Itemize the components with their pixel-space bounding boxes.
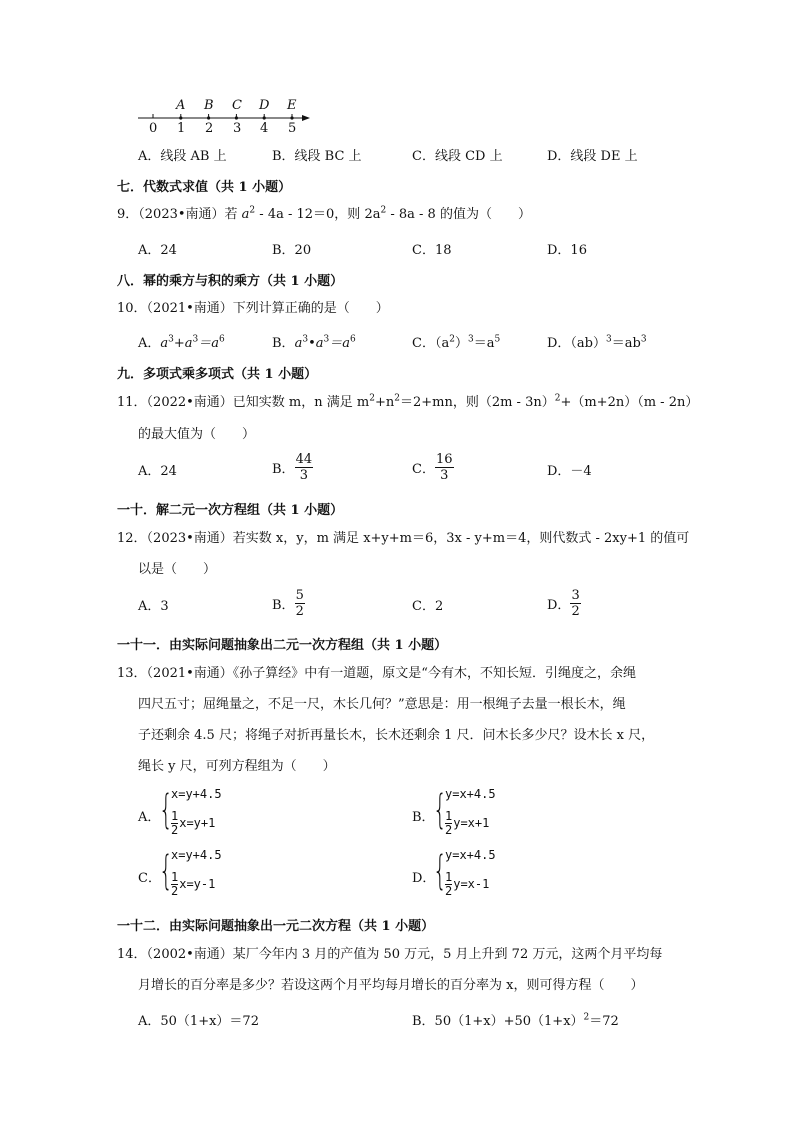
nl-tick-0: 0 bbox=[149, 121, 158, 136]
q9-stem: 9．（2023•南通）若 $a^2 - 4a - 12=0$，则 $2a^2 - 8a - 8$ 的值为（ ） bbox=[117, 205, 531, 222]
brace-icon: { bbox=[433, 848, 447, 894]
q14-stem-line2: 月增长的百分率是多少？若设这两个月平均每月增长的百分率为 x，则可得方程（ ） bbox=[138, 978, 644, 993]
q13-stem-line4: 绳长 y 尺，可列方程组为（ ） bbox=[138, 759, 336, 774]
q12-stem-line2: 以是（ ） bbox=[138, 562, 217, 577]
q13-option-a[interactable]: A． { x=y+4.5 $\frac{1}{2}x=y+1$ bbox=[138, 787, 222, 837]
q11-option-c-fraction: $\frac{16}{3}$ bbox=[435, 452, 453, 483]
nl-letter-b: B bbox=[204, 98, 214, 113]
q8-option-b[interactable]: B．线段 BC 上 bbox=[272, 149, 362, 164]
q9-option-c[interactable]: C．18 bbox=[412, 243, 452, 258]
q8-option-a[interactable]: A．线段 AB 上 bbox=[138, 149, 227, 164]
section-7-title: 七．代数式求值（共 1 小题） bbox=[117, 180, 292, 195]
q13-option-d[interactable]: D． { y=x+4.5 $\frac{1}{2}y=x-1$ bbox=[412, 848, 496, 898]
nl-tick-4: 4 bbox=[260, 121, 269, 136]
q12-option-a[interactable]: A．3 bbox=[138, 599, 169, 614]
q11-option-c[interactable]: C． $\frac{16}{3}$ bbox=[412, 452, 453, 483]
nl-letter-a: A bbox=[176, 98, 186, 113]
section-12-title: 一十二．由实际问题抽象出一元二次方程（共 1 小题） bbox=[117, 919, 435, 934]
q9-option-d[interactable]: D．16 bbox=[547, 243, 587, 258]
q13-stem-line1: 13．（2021•南通）《孙子算经》中有一道题，原文是“今有木，不知长短．引绳度之，余绳 bbox=[117, 666, 636, 681]
q12-option-b[interactable]: B． $\frac{5}{2}$ bbox=[272, 588, 304, 619]
brace-icon: { bbox=[433, 787, 447, 833]
nl-tick-2: 2 bbox=[205, 121, 214, 136]
q13-option-c[interactable]: C． { x=y+4.5 $\frac{1}{2}x=y-1$ bbox=[138, 848, 222, 898]
q10-option-b[interactable]: B．$a^3•a^3=a^6$ bbox=[272, 334, 356, 351]
q14-option-b[interactable]: B．$50(1+x)+50(1+x)^2=72$ bbox=[412, 1012, 619, 1029]
q11-stem-line2: 的最大值为（ ） bbox=[138, 427, 256, 442]
brace-icon: { bbox=[159, 848, 173, 894]
q8-option-d[interactable]: D．线段 DE 上 bbox=[547, 149, 638, 164]
q14-stem-line1: 14．（2002•南通）某厂今年内 3 月的产值为 50 万元，5 月上升到 72 万元，这两个月平均每 bbox=[117, 947, 663, 962]
q11-option-b-fraction: $\frac{44}{3}$ bbox=[295, 452, 313, 483]
q11-option-a[interactable]: A．24 bbox=[138, 464, 177, 479]
q12-option-d[interactable]: D． $\frac{3}{2}$ bbox=[547, 588, 580, 619]
nl-letter-c: C bbox=[232, 98, 242, 113]
brace-icon: { bbox=[159, 787, 173, 833]
q12-stem-line1: 12．（2023•南通）若实数 x，y，m 满足 x+y+m＝6，3x - y+m＝4，则代数式 - 2xy+1 的值可 bbox=[117, 531, 690, 546]
q12-option-b-fraction: $\frac{5}{2}$ bbox=[295, 588, 304, 619]
section-9-title: 九．多项式乘多项式（共 1 小题） bbox=[117, 367, 318, 382]
q13-stem-line2: 四尺五寸；屈绳量之，不足一尺，木长几何？”意思是：用一根绳子去量一根长木，绳 bbox=[138, 697, 626, 712]
q11-option-b[interactable]: B． $\frac{44}{3}$ bbox=[272, 452, 313, 483]
q10-option-d[interactable]: D．$(ab)^3=ab^3$ bbox=[547, 334, 647, 351]
q11-option-d[interactable]: D．－4 bbox=[547, 464, 592, 479]
nl-letter-e: E bbox=[287, 98, 297, 113]
q12-option-c[interactable]: C．2 bbox=[412, 599, 444, 614]
nl-tick-1: 1 bbox=[177, 121, 186, 136]
q12-option-d-fraction: $\frac{3}{2}$ bbox=[571, 588, 580, 619]
q14-option-a[interactable]: A．50（1+x）＝72 bbox=[138, 1014, 259, 1029]
section-11-title: 一十一．由实际问题抽象出二元一次方程组（共 1 小题） bbox=[117, 638, 448, 653]
q9-option-b[interactable]: B．20 bbox=[272, 243, 312, 258]
q9-option-a[interactable]: A．24 bbox=[138, 243, 177, 258]
q11-stem-line1: 11．（2022•南通）已知实数 m，n 满足 $m^2+n^2=2+mn$，则（2m - 3n）$^2$+（m+2n）（m - 2n） bbox=[117, 393, 699, 410]
nl-tick-5: 5 bbox=[288, 121, 297, 136]
q10-stem: 10．（2021•南通）下列计算正确的是（ ） bbox=[117, 301, 389, 316]
section-10-title: 一十．解二元一次方程组（共 1 小题） bbox=[117, 503, 344, 518]
nl-letter-d: D bbox=[259, 98, 270, 113]
q8-option-c[interactable]: C．线段 CD 上 bbox=[412, 149, 503, 164]
q13-option-b[interactable]: B． { y=x+4.5 $\frac{1}{2}y=x+1$ bbox=[412, 787, 496, 837]
q10-option-a[interactable]: A．$a^3+a^3=a^6$ bbox=[138, 334, 225, 351]
q10-option-c[interactable]: C．$(a^2)^3=a^5$ bbox=[412, 334, 501, 351]
q13-stem-line3: 子还剩余 4.5 尺；将绳子对折再量长木，长木还剩余 1 尺．问木长多少尺？设木长 x 尺， bbox=[138, 728, 655, 743]
nl-tick-3: 3 bbox=[233, 121, 242, 136]
section-8-title: 八．幂的乘方与积的乘方（共 1 小题） bbox=[117, 274, 344, 289]
